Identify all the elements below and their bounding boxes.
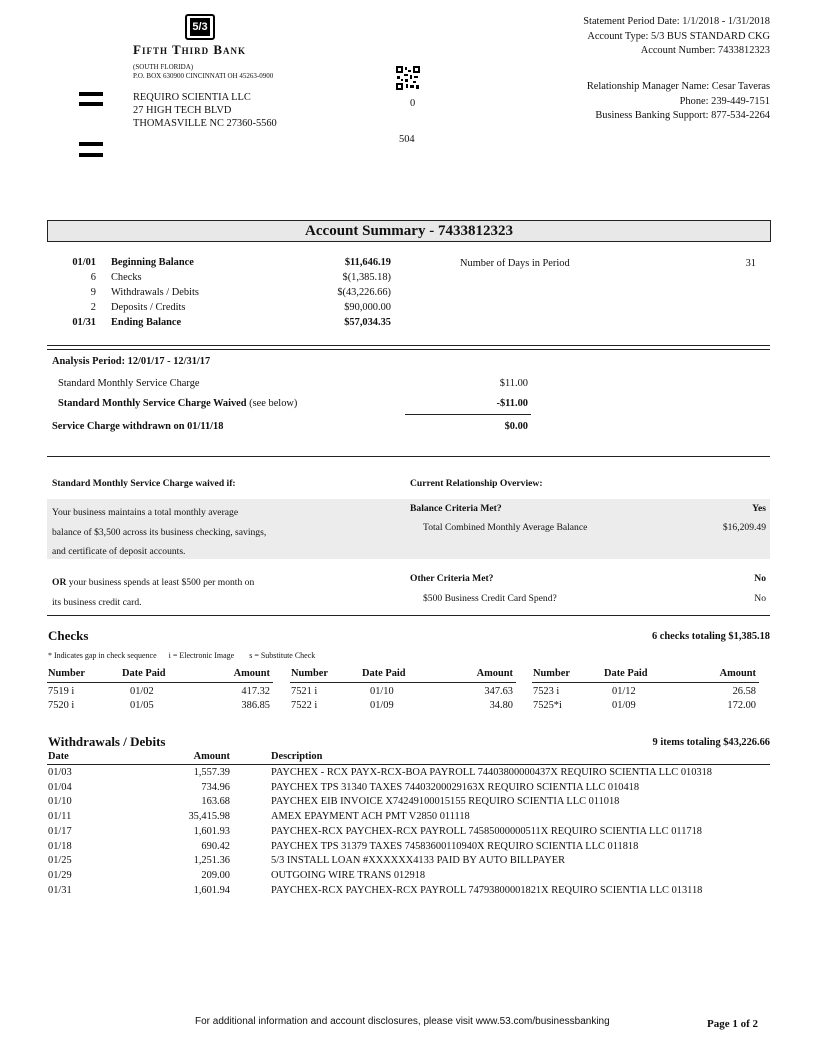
other-criteria-value: No (754, 573, 766, 584)
checks-title: Checks (48, 628, 89, 643)
checks-header-rule (532, 682, 759, 683)
divider (47, 456, 770, 457)
check-number: 7520 i (48, 700, 75, 711)
relationship-info (480, 80, 770, 124)
statement-info (480, 15, 770, 59)
condition-line: balance of $3,500 across its business checking, savings, (52, 526, 267, 538)
combined-balance-value: $16,209.49 (722, 522, 766, 533)
relationship-overview-title: Current Relationship Overview: (410, 478, 543, 489)
summary-row (47, 317, 407, 332)
check-amount: 26.58 (732, 686, 756, 697)
withdrawal-date: 01/04 (48, 781, 72, 793)
support-phone: Business Banking Support: 877-534-2264 (595, 110, 770, 121)
check-number: 7523 i (533, 686, 560, 697)
customer-city: THOMASVILLE NC 27360-5560 (133, 118, 277, 129)
legend-gap: * Indicates gap in check sequence (48, 651, 157, 660)
balance-criteria-value: Yes (752, 503, 766, 514)
summary-label: Withdrawals / Debits (111, 287, 199, 298)
withdrawal-description: AMEX EPAYMENT ACH PMT V2850 011118 (271, 811, 470, 823)
withdrawal-date: 01/29 (48, 869, 72, 881)
subtotal-line (405, 414, 531, 415)
summary-count: 6 (90, 272, 96, 283)
card-spend-label: $500 Business Credit Card Spend? (423, 593, 557, 604)
withdrawal-date: 01/18 (48, 840, 72, 852)
summary-label: Deposits / Credits (111, 302, 186, 313)
check-amount: 386.85 (241, 700, 270, 711)
check-date: 01/12 (612, 686, 636, 697)
checks-header-date: Date Paid (122, 668, 166, 679)
withdrawal-date: 01/10 (48, 796, 72, 808)
summary-row (47, 257, 407, 272)
mail-bar (79, 142, 103, 146)
logo-mark: 5/3 (190, 18, 210, 36)
summary-amount: $90,000.00 (344, 302, 391, 313)
legend-electronic: i = Electronic Image (168, 651, 235, 660)
checks-header-rule (47, 682, 273, 683)
page-number: Page 1 of 2 (707, 1018, 759, 1030)
summary-label: Beginning Balance (111, 257, 194, 268)
disclosure-text: For additional information and account disclosures, please visit www.53.com/businessbanking (195, 1016, 610, 1027)
check-date: 01/05 (130, 700, 154, 711)
bank-address: P.O. BOX 630900 CINCINNATI OH 45263-0900 (133, 72, 274, 80)
withdrawals-title: Withdrawals / Debits (48, 734, 166, 749)
withdrawal-amount: 209.00 (201, 869, 230, 881)
withdrawal-amount: 1,251.36 (193, 855, 230, 867)
condition-line: your business spends at least $500 per month on (66, 577, 255, 588)
summary-amount: $(43,226.66) (337, 287, 391, 298)
summary-amount: $(1,385.18) (342, 272, 391, 283)
balance-criteria-label: Balance Criteria Met? (410, 503, 502, 514)
bank-region: (SOUTH FLORIDA) (133, 63, 194, 71)
account-summary-title: Account Summary - 7433812323 (47, 220, 771, 242)
withdrawal-description: PAYCHEX EIB INVOICE X74249100015155 REQUIRO SCIENTIA LLC 011018 (271, 796, 620, 808)
withdrawal-date: 01/03 (48, 767, 72, 778)
service-charge-label: Standard Monthly Service Charge (58, 378, 200, 389)
summary-amount: $57,034.35 (344, 317, 391, 328)
credit-card-condition (52, 573, 254, 613)
analysis-period: Analysis Period: 12/01/17 - 12/31/17 (52, 356, 211, 367)
statement-period: Statement Period Date: 1/1/2018 - 1/31/2018 (583, 16, 770, 27)
summary-count: 2 (90, 302, 96, 313)
divider (47, 345, 770, 346)
mail-bar (79, 92, 103, 96)
condition-line: Your business maintains a total monthly average (52, 507, 239, 518)
withdrawal-description: PAYCHEX TPS 31379 TAXES 74583600110940X REQUIRO SCIENTIA LLC 011818 (271, 840, 639, 852)
check-amount: 347.63 (484, 686, 513, 697)
withdrawal-amount: 163.68 (201, 796, 230, 808)
days-in-period-value: 31 (745, 258, 756, 269)
withdrawal-date: 01/25 (48, 855, 72, 867)
card-spend-value: No (754, 593, 766, 604)
check-number: 7522 i (291, 700, 318, 711)
withdrawals-header-description: Description (271, 751, 323, 762)
other-criteria-label: Other Criteria Met? (410, 573, 494, 584)
check-date: 01/09 (370, 700, 394, 711)
withdrawal-description: PAYCHEX - RCX PAYX-RCX-BOA PAYROLL 74403800000437X REQUIRO SCIENTIA LLC 010318 (271, 767, 712, 778)
checks-header-amount: Amount (233, 668, 270, 679)
customer-name: REQUIRO SCIENTIA LLC (133, 92, 251, 103)
waived-label: Standard Monthly Service Charge Waived (58, 398, 247, 409)
relationship-manager: Relationship Manager Name: Cesar Taveras (586, 81, 770, 92)
withdrawal-description: PAYCHEX TPS 31340 TAXES 74403200029163X REQUIRO SCIENTIA LLC 010418 (271, 781, 640, 793)
withdrawn-amount: $0.00 (504, 421, 528, 432)
withdrawals-header-date: Date (48, 751, 69, 762)
check-date: 01/09 (612, 700, 636, 711)
summary-label: Checks (111, 272, 142, 283)
summary-count: 9 (90, 287, 96, 298)
checks-header-date: Date Paid (362, 668, 406, 679)
withdrawal-amount: 35,415.98 (188, 811, 230, 823)
summary-row (47, 272, 407, 287)
checks-header-number: Number (533, 668, 570, 679)
summary-amount: $11,646.19 (344, 257, 391, 268)
withdrawal-amount: 690.42 (201, 840, 230, 852)
withdrawal-description: OUTGOING WIRE TRANS 012918 (271, 869, 426, 881)
service-charge-waived (58, 398, 297, 409)
divider (47, 615, 770, 616)
checks-total: 6 checks totaling $1,385.18 (651, 631, 770, 642)
withdrawal-date: 01/17 (48, 825, 72, 837)
summary-row (47, 302, 407, 317)
combined-balance-label: Total Combined Monthly Average Balance (423, 522, 588, 533)
summary-row (47, 287, 407, 302)
mail-bar (79, 153, 103, 157)
account-number: Account Number: 7433812323 (640, 45, 770, 56)
condition-line: and certificate of deposit accounts. (52, 546, 186, 557)
checks-header-number: Number (48, 668, 85, 679)
manager-phone: Phone: 239-449-7151 (679, 95, 770, 107)
checks-legend (48, 651, 315, 660)
checks-header-amount: Amount (719, 668, 756, 679)
legend-substitute: s = Substitute Check (249, 651, 316, 660)
withdrawal-amount: 1,557.39 (193, 767, 230, 778)
balance-condition (52, 503, 266, 562)
check-date: 01/10 (370, 686, 394, 697)
waived-amount: -$11.00 (496, 398, 528, 409)
summary-label: Ending Balance (111, 317, 182, 328)
waived-note: (see below) (246, 398, 298, 409)
mail-code-2: 504 (399, 134, 415, 145)
check-number: 7519 i (48, 686, 75, 697)
check-amount: 417.32 (241, 686, 270, 697)
mail-code-1: 0 (410, 98, 416, 109)
waiver-title: Standard Monthly Service Charge waived if: (52, 478, 236, 489)
checks-header-rule (290, 682, 516, 683)
withdrawals-total: 9 items totaling $43,226.66 (652, 737, 770, 748)
mail-bar (79, 102, 103, 106)
condition-line: its business credit card. (52, 597, 142, 608)
summary-count: 01/31 (72, 317, 96, 328)
withdrawals-header-amount: Amount (193, 751, 230, 762)
service-charge-amount: $11.00 (499, 378, 528, 389)
withdrawal-description: PAYCHEX-RCX PAYCHEX-RCX PAYROLL 74793800001821X REQUIRO SCIENTIA LLC 013118 (271, 884, 703, 896)
withdrawal-description: 5/3 INSTALL LOAN #XXXXXX4133 PAID BY AUTO BILLPAYER (271, 855, 566, 867)
withdrawal-amount: 734.96 (201, 781, 230, 793)
summary-count: 01/01 (72, 257, 96, 268)
bank-logo (185, 14, 215, 40)
days-in-period-label: Number of Days in Period (460, 258, 570, 269)
qr-code (396, 66, 420, 90)
checks-header-amount: Amount (476, 668, 513, 679)
customer-street: 27 HIGH TECH BLVD (133, 105, 232, 116)
withdrawal-description: PAYCHEX-RCX PAYCHEX-RCX PAYROLL 74585000000511X REQUIRO SCIENTIA LLC 011718 (271, 825, 702, 837)
withdrawal-date: 01/31 (48, 884, 72, 896)
divider (47, 349, 770, 350)
withdrawal-date: 01/11 (48, 811, 72, 823)
check-number: 7525*i (533, 700, 562, 711)
bank-name: Fifth Third Bank (133, 42, 247, 57)
withdrawal-amount: 1,601.93 (193, 825, 230, 837)
or-label: OR (52, 577, 67, 588)
check-date: 01/02 (130, 686, 154, 697)
check-amount: 172.00 (727, 700, 756, 711)
withdrawal-amount: 1,601.94 (193, 884, 230, 896)
check-number: 7521 i (291, 686, 318, 697)
check-amount: 34.80 (489, 700, 513, 711)
checks-header-number: Number (291, 668, 328, 679)
withdrawals-header-rule (47, 764, 770, 765)
withdrawn-label: Service Charge withdrawn on 01/11/18 (52, 421, 224, 432)
account-type: Account Type: 5/3 BUS STANDARD CKG (587, 30, 770, 42)
checks-header-date: Date Paid (604, 668, 648, 679)
